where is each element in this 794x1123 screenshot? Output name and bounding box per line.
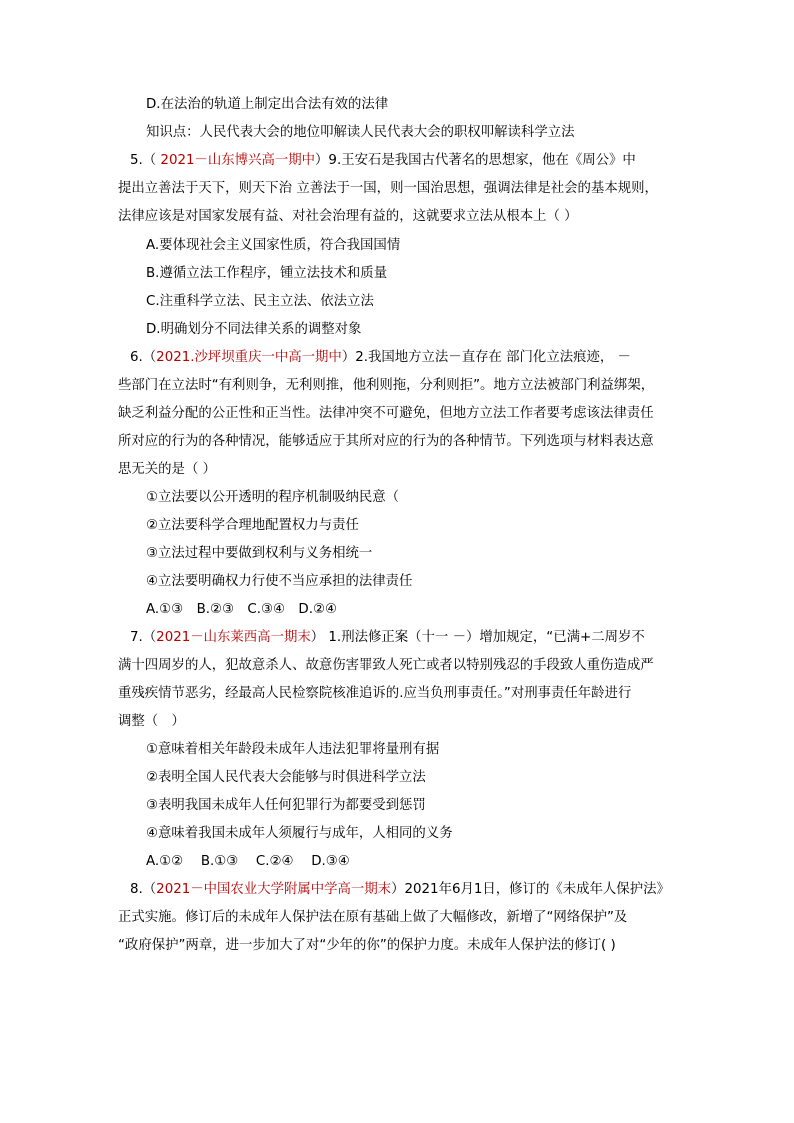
- q8-stem-line2: 正式实施。修订后的未成年人保护法在原有基础上做了大幅修改，新增了“网络保护”及: [118, 910, 628, 925]
- q6-stem-line5: 思无关的是（ ）: [118, 462, 216, 477]
- q8-stem-line3: “政府保护”两章，进一步加大了对“少年的你”的保护力度。未成年人保护法的修订( ): [118, 938, 616, 953]
- q6-item-3: ③立法过程中要做到权利与义务相统一: [146, 546, 373, 561]
- q5-stem-line2: 提出立善法于天下，则天下治 立善法于一国，则一国治思想，强调法律是社会的基本规则，: [118, 181, 658, 196]
- q7-stem-line4: 调整（ ）: [118, 714, 185, 729]
- q6-answer-options: A.①③ B.②③ C.③④ D.②④: [146, 602, 338, 617]
- q6-stem-line4: 所对应的行为的各种情况，能够适应于其所对应的行为的各种情节。下列选项与材料表达意: [118, 434, 654, 449]
- q7-item-2: ②表明全国人民代表大会能够与时俱进科学立法: [146, 770, 426, 785]
- q7-source: 2021－山东莱西高一期末: [156, 630, 311, 645]
- q5-option-c: C.注重科学立法、民主立法、依法立法: [146, 294, 374, 309]
- q6-item-1: ①立法要以公开透明的程序机制吸纳民意（: [146, 490, 400, 505]
- q7-item-4: ④意味着我国未成年人须履行与成年，人相同的义务: [146, 826, 453, 841]
- q5-stem-line1: [130, 151, 636, 171]
- q6-number: 6.（: [130, 350, 157, 365]
- q6-stem-line3: 缺乏利益分配的公正性和正当性。法律冲突不可避免，但地方立法工作者要考虑该法律责任: [118, 406, 654, 421]
- q8-stem-line1: [130, 880, 670, 900]
- q5-option-d: D.明确划分不同法律关系的调整对象: [146, 322, 362, 337]
- q4-option-d: D.在法治的轨道上制定出合法有效的法律: [146, 97, 389, 112]
- q7-answer-options: A.①② B.①③ C.②④ D.③④: [146, 854, 350, 869]
- q8-number: 8.（: [130, 882, 157, 897]
- q5-stem-line3: 法律应该是对国家发展有益、对社会治理有益的，这就要求立法从根本上（ ）: [118, 209, 578, 224]
- q5-option-a: A.要体现社会主义国家性质，符合我国国情: [146, 238, 401, 253]
- q7-item-3: ③表明我国未成年人任何犯罪行为都要受到惩罚: [146, 798, 426, 813]
- q6-item-2: ②立法要科学合理地配置权力与责任: [146, 518, 359, 533]
- q7-stem-text: ） 1.刑法修正案（十一 －）增加规定，“已满+二周岁不: [310, 630, 645, 645]
- q5-stem-text: ）9.王安石是我国古代著名的思想家，他在《周公》中: [315, 153, 636, 168]
- q6-stem-line1: [130, 348, 631, 368]
- q7-stem-line1: [130, 628, 645, 648]
- q6-item-4: ④立法要明确权力行使不当应承担的法律责任: [146, 574, 413, 589]
- q5-number: 5.（: [130, 153, 157, 168]
- q7-number: 7.（: [130, 630, 157, 645]
- q4-knowledge-point: 知识点：人民代表大会的地位叩解读人民代表大会的职权叩解读科学立法: [146, 125, 575, 140]
- q5-option-b: B.遵循立法工作程序，锺立法技术和质量: [146, 266, 388, 281]
- q6-source: 2021.沙坪坝重庆一中高一期中: [156, 350, 342, 365]
- q8-stem-text: ）2021年6月1日，修订的《未成年人保护法》: [391, 882, 670, 897]
- q5-source: 2021－山东博兴高一期中: [156, 153, 316, 168]
- q7-item-1: ①意味着相关年龄段未成年人违法犯罪将量刑有据: [146, 742, 440, 757]
- q6-stem-text: ）2.我国地方立法－直存在 部门化立法痕迹， －: [341, 350, 631, 365]
- q7-stem-line2: 满十四周岁的人，犯故意杀人、故意伤害罪致人死亡或者以特别残忍的手段致人重伤造成严: [118, 658, 654, 673]
- q6-stem-line2: 些部门在立法时“有利则争，无利则推，他利则拖，分利则拒”。地方立法被部门利益绑架，: [118, 378, 655, 393]
- q7-stem-line3: 重残疾情节恶劣，经最高人民检察院核准追诉的.应当负刑事责任。”对刑事责任年龄进行: [118, 686, 632, 701]
- q8-source: 2021－中国农业大学附属中学高一期末: [156, 882, 392, 897]
